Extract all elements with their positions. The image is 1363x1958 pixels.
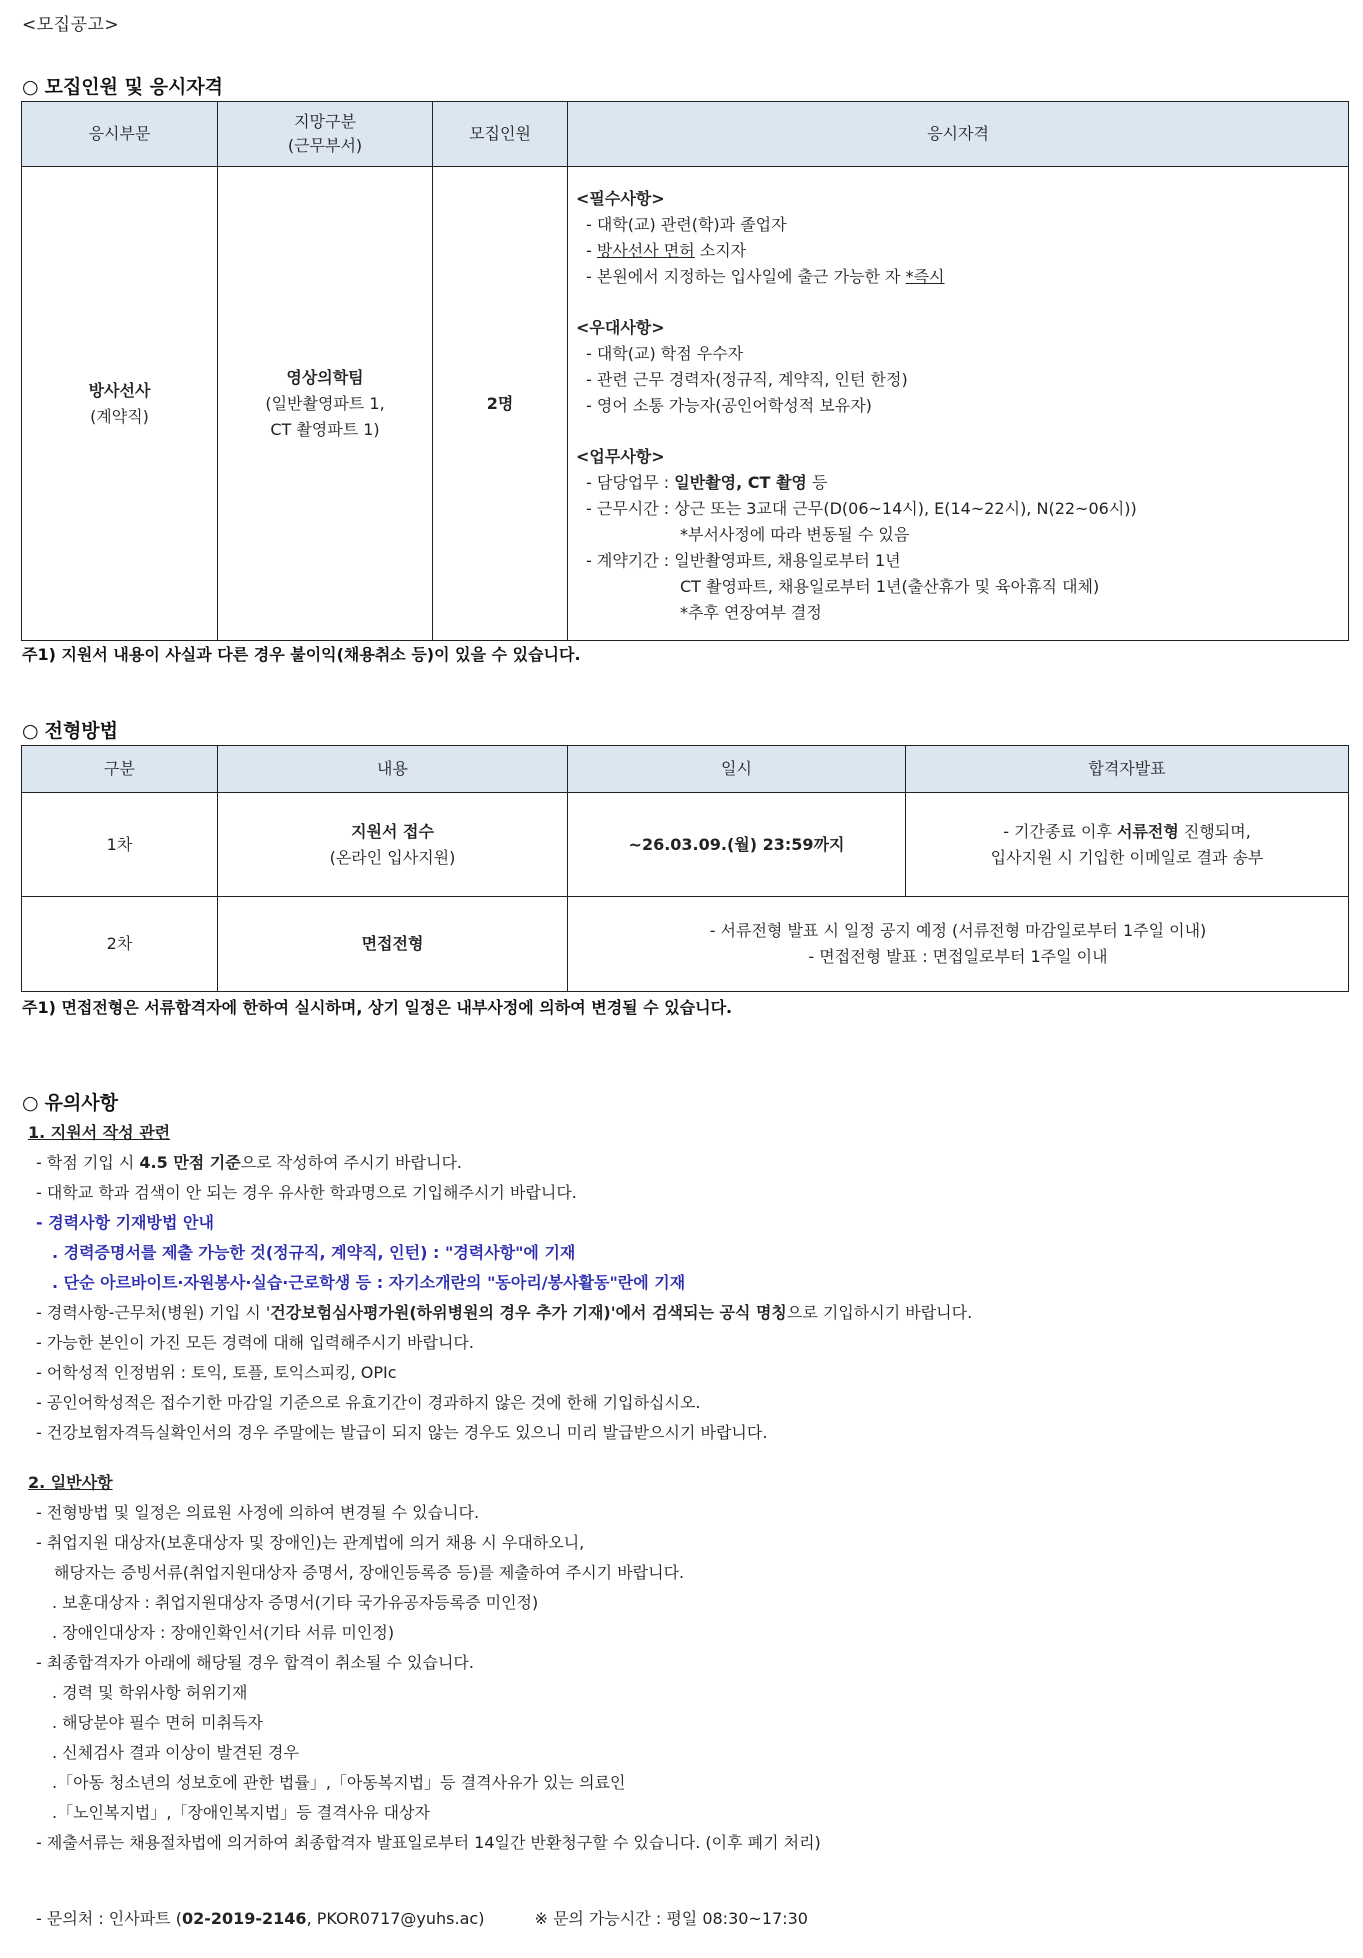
table-header-row [22, 102, 1349, 167]
cell-stage: 1차 [22, 793, 218, 897]
list-item [22, 1298, 1342, 1328]
list-item-career-guide-2: . 단순 아르바이트·자원봉사·실습·근로학생 등 : 자기소개란의 "동아리/봉사활동"란에 기재 [52, 1273, 686, 1292]
list-item: . 장애인대상자 : 장애인확인서(기타 서류 미인정) [52, 1623, 395, 1642]
required-item-1: - 대학(교) 관련(학)과 졸업자 [586, 214, 787, 234]
list-item: .「아동 청소년의 성보호에 관한 법률」,「아동복지법」등 결격사유가 있는 의료인 [52, 1773, 626, 1792]
result-line-2: 입사지원 시 기입한 이메일로 결과 송부 [990, 847, 1264, 867]
list-item: - 가능한 본인이 가진 모든 경력에 대해 입력해주시기 바랍니다. [36, 1333, 474, 1352]
duty-heading: <업무사항> [576, 446, 665, 466]
list-item: . 신체검사 결과 이상이 발견된 경우 [52, 1743, 299, 1762]
preferred-item: - 대학(교) 학점 우수자 [586, 343, 744, 363]
list-item-prefix: - 경력사항-근무처(병원) 기입 시 ' [36, 1303, 271, 1322]
list-item: - 제출서류는 채용절차법에 의거하여 최종합격자 발표일로부터 14일간 반환청구할 수 있습니다. (이후 폐기 처리) [36, 1833, 821, 1852]
header-result: 합격자발표 [906, 746, 1349, 793]
list-item: - 취업지원 대상자(보훈대상자 및 장애인)는 관계법에 의거 채용 시 우대하오니, [36, 1533, 585, 1552]
required-item-3-text: - 본원에서 지정하는 입사일에 출근 가능한 자 [586, 266, 906, 286]
subheading-application: 1. 지원서 작성 관련 [28, 1123, 171, 1142]
duty-item-3c: *추후 연장여부 결정 [680, 602, 822, 622]
list-item-suffix: 으로 기입하시기 바랍니다. [786, 1303, 973, 1322]
section-heading-cautions [22, 1088, 118, 1115]
table-header-row [22, 746, 1349, 793]
content-title: 지원서 접수 [351, 821, 434, 841]
doc-title: <모집공고> [22, 15, 120, 35]
list-item: - 어학성적 인정범위 : 토익, 토플, 토익스피킹, OPIc [36, 1363, 397, 1382]
content-sub: (온라인 입사지원) [329, 847, 456, 867]
cell-count: 2명 [433, 167, 568, 641]
header-content: 내용 [218, 746, 568, 793]
table-row [22, 167, 1349, 641]
circle-bullet-icon: ○ [22, 1092, 39, 1114]
table-row [22, 897, 1349, 992]
schedule-line-1: - 서류전형 발표 시 일정 공지 예정 (서류전형 마감일로부터 1주일 이내) [709, 921, 1207, 940]
header-stage: 구분 [22, 746, 218, 793]
license-text: 방사선사 면허 [596, 240, 695, 260]
list-item-bold: 4.5 만점 기준 [139, 1153, 241, 1172]
cautions-body [22, 1118, 1342, 1858]
recruitment-table [21, 101, 1349, 641]
section-heading-text: 전형방법 [44, 720, 119, 742]
list-item-career-guide-1: . 경력증명서를 제출 가능한 것(정규직, 계약직, 인턴) : "경력사항"에 기재 [52, 1243, 576, 1262]
list-item-bold: 건강보험심사평가원(하위병원의 경우 추가 기재)'에서 검색되는 공식 명칭 [270, 1303, 787, 1322]
header-division-label: 지망구분 [294, 112, 356, 131]
schedule-line-2: - 면접전형 발표 : 면접일로부터 1주일 이내 [808, 947, 1108, 966]
required-item-2-suffix: 소지자 [694, 240, 747, 260]
list-item: - 공인어학성적은 접수기한 마감일 기준으로 유효기간이 경과하지 않은 것에 한해 기입하십시오. [36, 1393, 701, 1412]
division-name: 영상의학팀 [286, 367, 364, 387]
recruitment-note: 주1) 지원서 내용이 사실과 다른 경우 불이익(채용취소 등)이 있을 수 있습니다. [22, 645, 581, 664]
duty-item-2b: *부서사정에 따라 변동될 수 있음 [680, 524, 910, 544]
duty-item-1-bold: 일반촬영, CT 촬영 [674, 472, 807, 492]
subheading-general: 2. 일반사항 [28, 1473, 113, 1492]
list-item: - 건강보험자격득실확인서의 경우 주말에는 발급이 되지 않는 경우도 있으니 미리 발급받으시기 바랍니다. [36, 1423, 768, 1442]
duty-item-1-suffix: 등 [806, 472, 828, 492]
preferred-item: - 영어 소통 가능자(공인어학성적 보유자) [586, 395, 872, 415]
list-item: . 보훈대상자 : 취업지원대상자 증명서(기타 국가유공자등록증 미인정) [52, 1593, 539, 1612]
cell-interview-schedule [568, 897, 1349, 992]
list-item: - 최종합격자가 아래에 해당될 경우 합격이 취소될 수 있습니다. [36, 1653, 474, 1672]
contact-phone: 02-2019-2146 [181, 1909, 307, 1928]
division-sub-1: (일반촬영파트 1, [265, 393, 385, 413]
list-item: 해당자는 증빙서류(취업지원대상자 증명서, 장애인등록증 등)를 제출하여 주시기 바랍니다. [54, 1563, 685, 1582]
list-item: .「노인복지법」,「장애인복지법」등 결격사유 대상자 [52, 1803, 431, 1822]
header-qualification: 응시자격 [568, 102, 1349, 167]
cell-qualification [568, 167, 1349, 641]
section-heading-selection [22, 716, 118, 743]
result-line-1-bold: 서류전형 [1116, 821, 1179, 841]
list-item-career-guide: - 경력사항 기재방법 안내 [36, 1213, 214, 1232]
selection-table [21, 745, 1349, 992]
cell-content: 면접전형 [218, 897, 568, 992]
cell-division [218, 167, 433, 641]
duty-item-3b: CT 촬영파트, 채용일로부터 1년(출산휴가 및 육아휴직 대체) [680, 576, 1100, 596]
list-item-suffix: 으로 작성하여 주시기 바랍니다. [240, 1153, 462, 1172]
list-item [22, 1148, 1342, 1178]
circle-bullet-icon: ○ [22, 76, 39, 98]
circle-bullet-icon: ○ [22, 720, 39, 742]
list-item: . 해당분야 필수 면허 미취득자 [52, 1713, 263, 1732]
cell-content [218, 793, 568, 897]
duty-item-3: - 계약기간 : 일반촬영파트, 채용일로부터 1년 [586, 550, 901, 570]
contact-email: , PKOR0717@yuhs.ac) [306, 1909, 485, 1928]
selection-note: 주1) 면접전형은 서류합격자에 한하여 실시하며, 상기 일정은 내부사정에 의하여 변경될 수 있습니다. [22, 998, 733, 1017]
table-row [22, 793, 1349, 897]
immediate-text: *즉시 [905, 266, 945, 286]
cell-dept [22, 167, 218, 641]
result-line-1-prefix: - 기간종료 이후 [1003, 821, 1117, 841]
duty-item-2: - 근무시간 : 상근 또는 3교대 근무(D(06~14시), E(14~22시), N(22~06시)) [586, 498, 1137, 518]
header-division-sub: (근무부서) [287, 136, 363, 155]
contact-prefix: - 문의처 : 인사파트 ( [36, 1909, 182, 1928]
list-item: - 전형방법 및 일정은 의료원 사정에 의하여 변경될 수 있습니다. [36, 1503, 480, 1522]
list-item-prefix: - 학점 기입 시 [36, 1153, 140, 1172]
list-item: . 경력 및 학위사항 허위기재 [52, 1683, 248, 1702]
header-date: 일시 [568, 746, 906, 793]
result-line-1-suffix: 진행되며, [1178, 821, 1251, 841]
duty-item-1 [576, 470, 1348, 496]
required-item-2-prefix: - [586, 240, 597, 260]
cell-stage: 2차 [22, 897, 218, 992]
section-heading-text: 모집인원 및 응시자격 [44, 76, 224, 98]
duty-item-1-prefix: - 담당업무 : [586, 472, 675, 492]
result-line-1 [907, 819, 1347, 845]
header-count: 모집인원 [433, 102, 568, 167]
header-division [218, 102, 433, 167]
list-item: - 대학교 학과 검색이 안 되는 경우 유사한 학과명으로 기입해주시기 바랍니다. [36, 1183, 577, 1202]
required-item-2 [576, 238, 1348, 264]
cell-deadline: ~26.03.09.(월) 23:59까지 [568, 793, 906, 897]
required-item-3 [576, 264, 1348, 290]
dept-type: (계약직) [90, 406, 149, 426]
division-sub-2: CT 촬영파트 1) [270, 419, 380, 439]
header-dept: 응시부문 [22, 102, 218, 167]
section-heading-recruitment [22, 72, 223, 99]
section-heading-text: 유의사항 [44, 1092, 119, 1114]
dept-name: 방사선사 [88, 380, 151, 400]
cell-result [906, 793, 1349, 897]
contact-line [36, 1906, 808, 1929]
preferred-heading: <우대사항> [576, 317, 665, 337]
required-heading: <필수사항> [576, 188, 665, 208]
contact-hours: ※ 문의 가능시간 : 평일 08:30~17:30 [534, 1909, 808, 1928]
preferred-item: - 관련 근무 경력자(정규직, 계약직, 인턴 한정) [586, 369, 908, 389]
